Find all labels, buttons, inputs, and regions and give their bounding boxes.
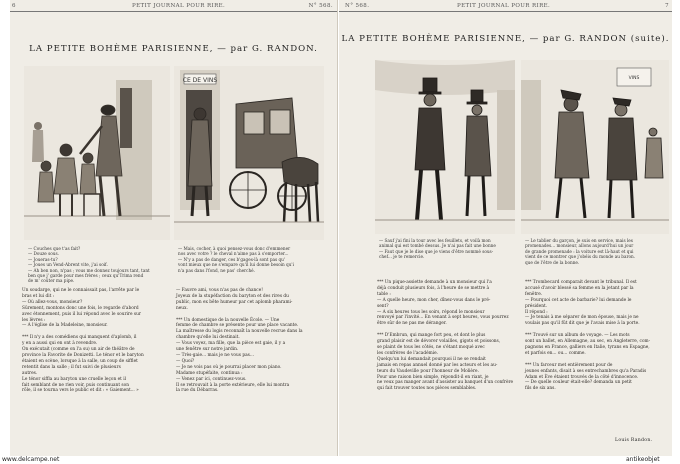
engraving-cafe-conversation	[521, 60, 669, 234]
right-article-title: LA PETITE BOHÈME PARISIENNE, — par G. RANDON (suite).	[341, 34, 670, 44]
left-illustration-carriage	[174, 66, 324, 240]
svg-text:CE DE VINS: CE DE VINS	[182, 77, 218, 84]
left-illustration-children	[24, 66, 170, 240]
right-illustration-cafe	[521, 60, 669, 234]
engraving-bohemian-children	[24, 66, 170, 240]
right-column-1: *** Un pique-assiette demande à un monsieur qui l'a déjà conduit plusieurs fois, à l'heure de se mettre à table : — A quelle heure, mon cher, dînez-vous dans le pré- sent? — A six heures tous les soirs, répond le monsieur renvoyé par l'invité... En venant à sept heures, vous pourrez être sûr de ne pas me déranger. *** D'Embrun, qui mange fort peu, et dont le plus grand plaisir est de dévorer volailles, gigots et poissons, se plaint de tous les côtés, ne s'étant moqué avec les confrères de l'académie. Quelqu'un lui demandait pourquoi il ne se rendait jamais en repas annuel donné par les acteurs et les au- teurs du Vaudeville pour l'honneur de Molière. Pour une raison bien simple, répondit-il en riant, je ne veux pas manger avant d'assister au banquet d'un confrère qui fait trouver toutes nos pièces semblables.	[377, 280, 514, 392]
left-journal-name: PETIT JOURNAL POUR RIRE.	[132, 3, 226, 9]
right-illustration-gentlemen	[375, 60, 515, 234]
left-caption-1: — Couches que t'as fait? — Douze sous. — Joueras-tu? — Joues un Vend-Abrent vite, j'ai soif. — Ah ben non, n'pas ; vous me donnez toujours tant, tant ben que j' garde pour mes frères ; ceux qu'Trima rend de m' coûter ma pipe.	[28, 246, 150, 284]
left-article-title: LA PETITE BOHÈME PARISIENNE, — par G. RANDON.	[29, 44, 318, 54]
right-caption-1: — Sauf j'ai fini la tour avec les feuillets, et voilà mon animal qui est tombé dessus. Je n'ai pas fait une bonne — Faut que je le dise que je viens d'être nommé sous- chef... je te remercie.	[379, 238, 496, 260]
right-page-number: 7	[665, 3, 669, 9]
left-issue-number: N° 568.	[308, 3, 333, 9]
right-journal-name: PETIT JOURNAL POUR RIRE.	[457, 3, 551, 9]
footer-watermark-left: www.delcampe.net	[2, 456, 60, 463]
left-page	[10, 0, 338, 456]
right-issue-number: N° 568.	[345, 3, 370, 9]
footer-watermark-right: antikeobjet	[626, 456, 660, 463]
left-running-head	[10, 3, 337, 12]
right-caption-2: — Le tablier du garçon, je suis en service, mais les promenades... monsieur, allons aujourd'hui un jour de grande promenade : la voiture est là-haut et qui vient de ce montrer que j'obéis du monde au baron. que de l'être de la bonne.	[525, 238, 635, 265]
right-running-head	[339, 3, 672, 12]
author-signature: Louis Randon.	[615, 438, 653, 443]
right-page	[339, 0, 672, 456]
left-caption-2: — Mais, cocher, à quoi pensez-vous donc d'emmener nos avec votre ? le cheval n'aime pas à s'emporter... — N'y a pas de danger, ces b'gages-là sont pas qu' vont mieux que ne s'empare qu'il lui donne besoin qu'i n'a pas dans l'fond, ne pas' cherché.	[178, 246, 294, 273]
engraving-carriage-and-horse	[174, 66, 324, 240]
svg-text:VINS: VINS	[628, 76, 640, 81]
engraving-gentlemen-top-hats	[375, 60, 515, 234]
right-column-2: *** Trombecard comparait devant le tribunal. Il est accusé d'avoir blessé sa femme en la jetant par la fenêtre. — Pourquoi cet acte de barbarie? lui demande le président. Il répond : — Je tenais à me séparer de mon épouse, mais je ne voulais pas qu'il fût dit que je l'avais mise à la porte. *** Trouvé sur un album de voyage. — Les mots sont un ballet, en Allemagne, au sec, en Angleterre, com- pagnons en France, galliers en Italie, tyrans en Espagne, et parfois en... ou... comme. *** Un farceur met entièrement pour de jeunes enfants, disait à ses entrechambres qu'a Paradis Adam et Ève étaient trouvés de la côté d'innocence. — De quelle couleur était-elle? demanda un petit fils de six ans.	[525, 280, 651, 392]
left-column-1: Un soudarge, qui ne le connaissait pas, l'arrête par le bras et lui dit : — Où allez-vous, monsieur? Sûrement, montons donc une fois, le regarde d'abord avec étonnement, puis il lui répond avec le sourire sur les lèvres : — A l'église de la Madeleine, monsieur. *** Il n'y a des comédiens qui manquent d'aplomb, il y en a aussi qui en ont à revendre. On exécutait (comme on l'a su) un air de théâtre de province la Favorite de Donizetti. Le ténor et le baryton étaient en scène, lorsque à la salle, un coup de sifflet retentit dans la salle ; il fut suivi de plusieurs autres. Le ténor siffla au baryton une cruelle leçon et il fait semblant de ne rien voir, puis continuant son rôle, il se tourna vers le public et dit : « Gaiement... »	[22, 288, 144, 394]
left-page-number: 6	[12, 3, 16, 9]
left-column-2: — Fauvre ami, vous n'as pas de chance! Joyeux de la stupéfaction du baryton et des rires du public, mon ex bête humeur par cet aplomb pharami- neux. *** Un domestique de la nouvelle École. — Une femme de chambre se présente pour une place vacante. La maîtresse du logis reconnaît la nouvelle recrue dans la chambre qu'elle lui destinait. — Vous voyez, ma fille, que la pièce est gaie, il y a une fenêtre sur notre jardin. — Très-gaie... mais je ne vous pas... — Quoi? — Je ne vois pas où je pourrai placer mon piano. Madame stupéfaite, continua : — Venez par ici, continuez-vous. Il se retrouvait à la porte extérieure, elle lui montra la rue du Débarras.	[176, 288, 303, 394]
